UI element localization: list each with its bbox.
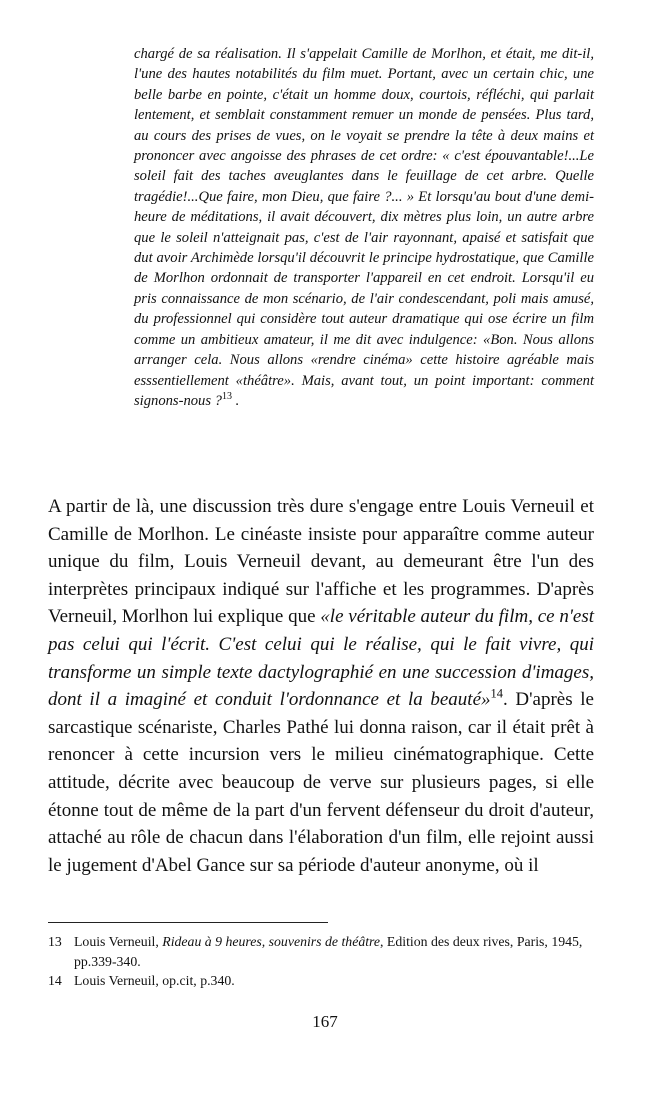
footnote-ref-14: 14 <box>490 686 504 701</box>
footnote-ref-13: 13 <box>221 391 232 403</box>
footnote-13 <box>48 932 594 971</box>
body-text-part1: A partir de là, une discussion très dure s'engage entre Louis Verneuil et Camille de Morlhon. Le cinéaste insiste pour apparaître comme auteur unique du film, Louis Verneuil devant, au demeurant être l'un des interprètes principaux indiqué sur l'affiche et les programmes. D'après Verneuil, Morlhon lui explique que <box>48 496 594 628</box>
block-quote-paragraph <box>134 44 594 411</box>
block-quote <box>134 44 594 411</box>
footnote-14 <box>48 971 594 991</box>
footnotes <box>48 932 594 991</box>
block-quote-trailing: . <box>235 392 240 409</box>
footnote-divider <box>48 922 328 923</box>
page-number: 167 <box>312 1012 338 1031</box>
footnote-author: Louis Verneuil, <box>74 934 163 949</box>
footnote-number: 13 <box>48 934 62 949</box>
footnote-text <box>74 932 594 971</box>
body-quote-italic: «le véritable auteur du film, ce n'est pas celui qui l'écrit. C'est celui qui le réalise, qui le fait vivre, qui transforme un simple texte dactylographié en une succession d'images, dont il a imaginé et conduit l'ordonnance et la beauté» <box>48 606 594 711</box>
footnote-number: 14 <box>48 973 62 988</box>
body-paragraph <box>48 493 594 879</box>
footnote-title: Rideau à 9 heures, souvenirs de théâtre <box>162 934 381 949</box>
body-paragraph-text <box>48 493 594 879</box>
footnote-text: Louis Verneuil, op.cit, p.340. <box>74 973 235 988</box>
block-quote-text: chargé de sa réalisation. Il s'appelait Camille de Morlhon, et était, me dit-il, l'une des hautes notabilités du film muet. Portant, avec un certain chic, une belle barbe en pointe, c'était un homme doux, courtois, réfléchi, qui parlait lentement, et semblait constamment remuer un monde de pensées. Plus tard, au cours des prises de vues, on le voyait se prendre la tête à deux mains et prononcer avec angoisse des phrases de cet ordre: « c'est épouvantable!...Le soleil fait des taches aveuglantes dans le feuillage de cet arbre. Quelle tragédie!...Que faire, mon Dieu, que faire ?... » Et lorsqu'au bout d'une demi-heure de méditations, il avait découvert, dix mètres plus loin, un autre arbre que le soleil n'atteignait pas, c'est de l'air rayonnant, apaisé et satisfait que dut avoir Archimède lorsqu'il découvrit le principe hydrostatique, que Camille de Morlhon ordonnait de transporter l'appareil en cet endroit. Lorsqu'il eu pris connaissance de mon scénario, de l'air condescendant, poli mais amusé, du professionnel qui considère tout auteur dramatique qui ose écrire un film comme un ambitieux amateur, il me dit avec indulgence: «Bon. Nous allons arranger cela. Nous allons «rendre cinéma» cette histoire agréable mais esssentiellement «théâtre». Mais, avant tout, un point important: comment signons-nous ? <box>134 46 594 409</box>
body-text-part2: . D'après le sarcastique scénariste, Charles Pathé lui donna raison, car il était prêt à renoncer à cette incursion vers le milieu cinématographique. Cette attitude, décrite avec beaucoup de verve sur plusieurs pages, si elle étonne tout de même de la part d'un fervent défenseur du droit d'auteur, attaché au rôle de chacun dans l'élaboration d'un film, elle rejoint aussi le jugement d'Abel Gance sur sa période d'auteur anonyme, où il <box>48 689 594 876</box>
footnote-rest: , Edition des deux rives, Paris, 1945, pp.339-340. <box>74 934 583 969</box>
